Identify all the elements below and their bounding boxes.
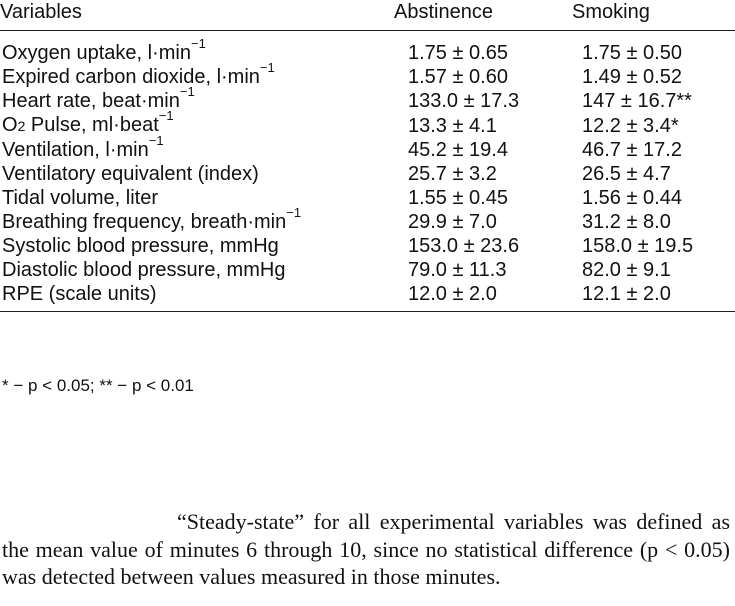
table-row bbox=[0, 89, 735, 113]
header-abstinence: Abstinence bbox=[392, 0, 562, 31]
variable-cell: Expired carbon dioxide, $l\cdot\min^{-1}$ bbox=[2, 60, 275, 88]
smoking-value: 147 ± 16.7** bbox=[582, 90, 692, 112]
table-row bbox=[0, 258, 735, 282]
table-row bbox=[0, 65, 735, 89]
smoking-value: 82.0 ± 9.1 bbox=[582, 259, 671, 281]
table-body bbox=[0, 31, 735, 312]
header-smoking: Smoking bbox=[562, 0, 735, 31]
abstinence-value: 133.0 ± 17.3 bbox=[408, 90, 520, 112]
table-row bbox=[0, 162, 735, 186]
variable-cell: Heart rate, $beat\cdot\min^{-1}$ bbox=[2, 84, 195, 112]
variable-cell: Ventilation, $l\cdot\min^{-1}$ bbox=[2, 133, 164, 161]
variable-cell: RPE (scale units) bbox=[0, 282, 392, 312]
abstinence-value: 1.55 ± 0.45 bbox=[408, 187, 508, 209]
smoking-value: 12.1 ± 2.0 bbox=[562, 282, 735, 312]
smoking-value: 26.5 ± 4.7 bbox=[582, 163, 671, 185]
body-paragraph bbox=[2, 508, 730, 591]
variable-cell: O2 Pulse, ml·beat$^{-1}$ bbox=[2, 108, 174, 136]
table-row bbox=[0, 138, 735, 162]
variable-cell: Tidal volume, liter bbox=[2, 187, 158, 209]
abstinence-value: 1.75 ± 0.65 bbox=[408, 42, 508, 64]
abstinence-value: 79.0 ± 11.3 bbox=[408, 259, 507, 281]
table-row bbox=[0, 186, 735, 210]
abstinence-value: 153.0 ± 23.6 bbox=[408, 235, 520, 257]
abstinence-value: 25.7 ± 3.2 bbox=[408, 163, 497, 185]
smoking-value: 158.0 ± 19.5 bbox=[582, 235, 694, 257]
variable-cell: Ventilatory equivalent (index) bbox=[2, 163, 259, 185]
table-header-row bbox=[0, 0, 735, 31]
table-row bbox=[0, 31, 735, 66]
abstinence-value: 29.9 ± 7.0 bbox=[408, 211, 497, 233]
smoking-value: 1.75 ± 0.50 bbox=[582, 42, 682, 64]
paragraph-text: “Steady-state” for all experimental variables was defined as the mean value of minutes 6 through 10, since no statistical difference (p < 0.05) was detected between values measured in those minutes. bbox=[2, 509, 730, 589]
variable-cell: Diastolic blood pressure, mmHg bbox=[2, 259, 286, 281]
table-row bbox=[0, 234, 735, 258]
abstinence-value: 45.2 ± 19.4 bbox=[408, 139, 508, 161]
smoking-value: 46.7 ± 17.2 bbox=[582, 139, 682, 161]
table-footnote: * − p < 0.05; ** − p < 0.01 bbox=[2, 376, 194, 395]
smoking-value: 1.49 ± 0.52 bbox=[582, 66, 682, 88]
variable-cell: Oxygen uptake, $l\cdot\min^{-1}$ bbox=[2, 36, 206, 64]
smoking-value: 1.56 ± 0.44 bbox=[582, 187, 682, 209]
table-row bbox=[0, 113, 735, 138]
variable-cell: Breathing frequency, $breath\cdot\min^{-1}$ bbox=[2, 205, 302, 233]
header-variables: Variables bbox=[0, 0, 392, 31]
variable-cell: Systolic blood pressure, mmHg bbox=[2, 235, 279, 257]
abstinence-value: 13.3 ± 4.1 bbox=[408, 114, 497, 137]
smoking-value: 31.2 ± 8.0 bbox=[582, 211, 671, 233]
table-row bbox=[0, 282, 735, 312]
smoking-value: 12.2 ± 3.4* bbox=[582, 114, 679, 137]
abstinence-value: 1.57 ± 0.60 bbox=[408, 66, 508, 88]
table-row bbox=[0, 210, 735, 234]
abstinence-value: 12.0 ± 2.0 bbox=[392, 282, 562, 312]
